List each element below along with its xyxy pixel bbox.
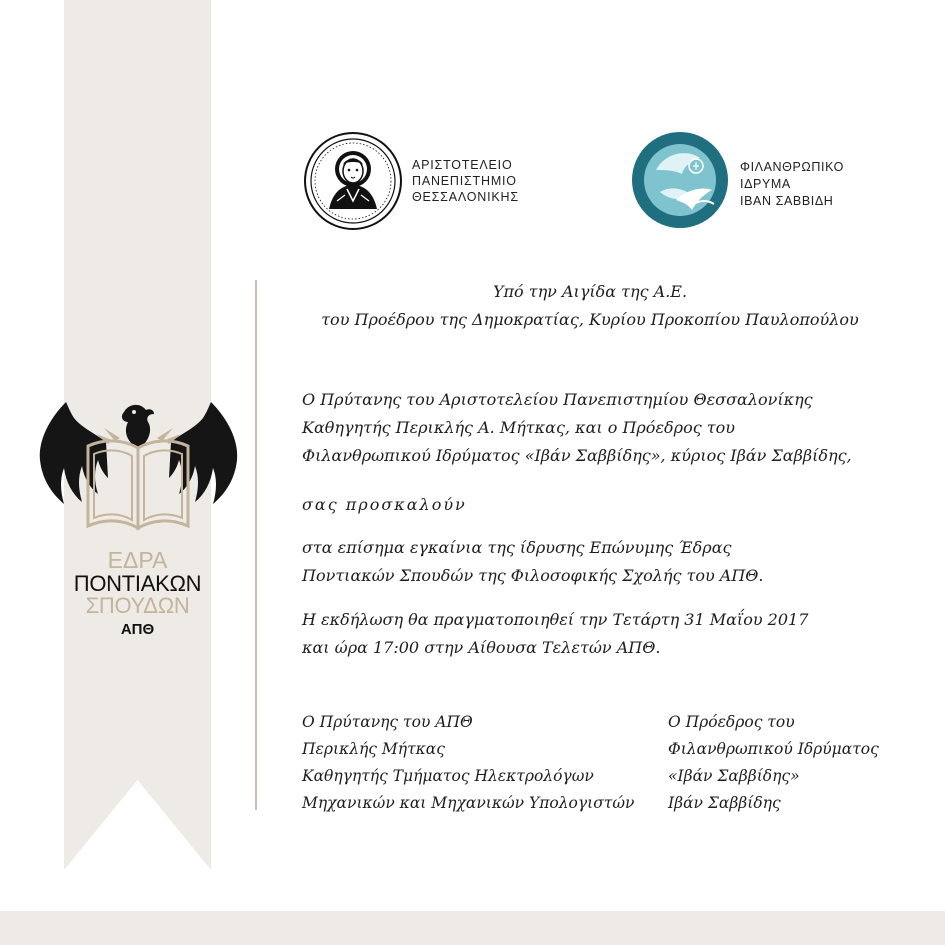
signature-line: Καθηγητής Τμήματος Ηλεκτρολόγων (302, 767, 594, 785)
signature-line: Μηχανικών και Μηχανικών Υπολογιστών (302, 794, 635, 812)
foundation-name-line: ΙΒΑΝ ΣΑΒΒΙΔΗ (740, 194, 834, 208)
vertical-divider (255, 280, 257, 810)
bottom-band (0, 911, 945, 945)
auth-name (412, 157, 519, 205)
chair-name (64, 549, 211, 637)
winged-book-eagle-icon (36, 398, 241, 538)
body-line: Η εκδήλωση θα πραγματοποιηθεί την Τετάρτη 31 Μαΐου 2017 (302, 610, 809, 629)
patronage-line: Υπό την Αιγίδα της Α.Ε. (492, 282, 688, 301)
body-line: και ώρα 17:00 στην Αίθουσα Τελετών ΑΠΘ. (302, 638, 661, 657)
body-line: Καθηγητής Περικλής Α. Μήτκας, και ο Πρόεδρος του (302, 418, 735, 437)
body-line: στα επίσημα εγκαίνια της ίδρυσης Επώνυμης Έδρας (302, 538, 732, 557)
chair-line-spoudon: ΣΠΟΥΔΩΝ (85, 593, 190, 618)
body-line: Ποντιακών Σπουδών της Φιλοσοφικής Σχολής του ΑΠΘ. (302, 566, 764, 585)
invitation-hosts (302, 386, 852, 470)
body-line: Ο Πρύτανης του Αριστοτελείου Πανεπιστημίου Θεσσαλονίκης (302, 390, 813, 409)
invitation-datetime (302, 606, 808, 662)
auth-name-line: ΑΡΙΣΤΟΤΕΛΕΙΟ (412, 158, 513, 172)
foundation-name (740, 159, 844, 210)
signature-line: Περικλής Μήτκας (302, 740, 445, 758)
chair-line-edra: ΕΔΡΑ (107, 547, 168, 573)
signature-line: Ο Πρόεδρος του (668, 713, 795, 731)
patronage-text (300, 278, 880, 334)
signature-line: Ιβάν Σαββίδης (668, 794, 781, 812)
auth-name-line: ΠΑΝΕΠΙΣΤΗΜΙΟ (412, 174, 517, 188)
chair-line-pontiakon: ΠΟΝΤΙΑΚΩΝ (73, 571, 202, 596)
invitation-event (302, 534, 764, 590)
signature-foundation-president (668, 709, 879, 817)
body-line: σας προσκαλούν (302, 495, 467, 514)
foundation-globe-dove-icon (630, 130, 730, 230)
signature-line: Ο Πρύτανης του ΑΠΘ (302, 713, 473, 731)
signature-line: Φιλανθρωπικού Ιδρύματος (668, 740, 879, 758)
saint-demetrius-seal-icon (303, 131, 403, 231)
chair-line-apth: ΑΠΘ (120, 621, 155, 638)
foundation-name-line: ΙΔΡΥΜΑ (740, 177, 791, 191)
signature-rector (302, 709, 634, 817)
patronage-line: του Προέδρου της Δημοκρατίας, Κυρίου Προκοπίου Παυλοπούλου (321, 310, 859, 329)
body-line: Φιλανθρωπικού Ιδρύματος «Ιβάν Σαββίδης», κύριος Ιβάν Σαββίδης, (302, 446, 852, 465)
signature-line: «Ιβάν Σαββίδης» (668, 767, 800, 785)
foundation-name-line: ΦΙΛΑΝΘΡΩΠΙΚΟ (740, 160, 844, 174)
auth-name-line: ΘΕΣΣΑΛΟΝΙΚΗΣ (412, 190, 519, 204)
invitation-phrase (302, 491, 467, 519)
